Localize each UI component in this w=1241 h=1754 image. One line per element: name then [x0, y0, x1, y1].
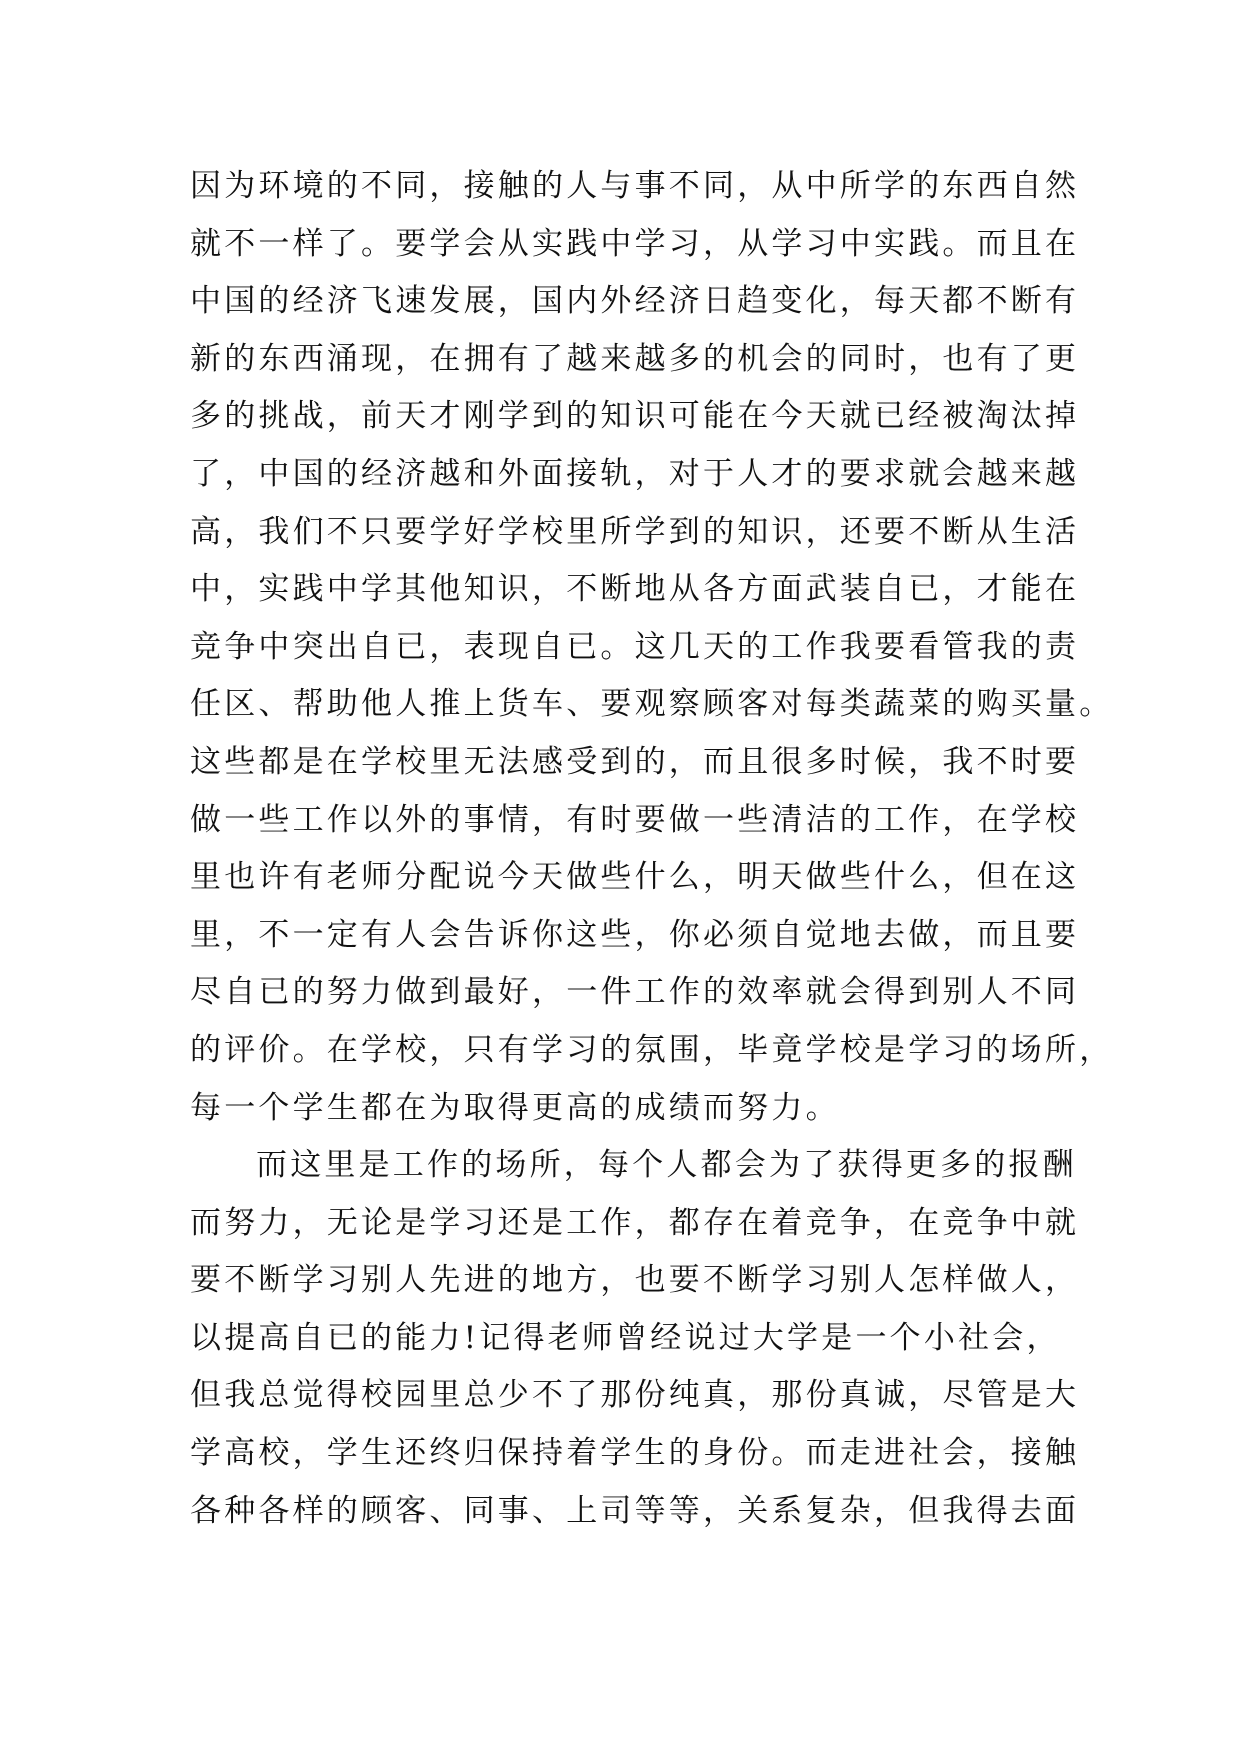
- text-line: 以提高自已的能力!记得老师曾经说过大学是一个小社会，: [190, 1319, 1061, 1356]
- text-line: 中国的经济飞速发展，国内外经济日趋变化，每天都不断有: [190, 283, 1080, 320]
- text-line: 各种各样的顾客、同事、上司等等，关系复杂，但我得去面: [190, 1492, 1080, 1529]
- text-line: 而努力，无论是学习还是工作，都存在着竞争，在竞争中就: [190, 1204, 1080, 1241]
- text-line: 尽自已的努力做到最好，一件工作的效率就会得到别人不同: [190, 974, 1080, 1011]
- text-line: 这些都是在学校里无法感受到的，而且很多时候，我不时要: [190, 743, 1080, 780]
- text-line: 高，我们不只要学好学校里所学到的知识，还要不断从生活: [190, 513, 1080, 550]
- text-line: 里，不一定有人会告诉你这些，你必须自觉地去做，而且要: [190, 916, 1080, 953]
- body-text: [190, 158, 1114, 1540]
- text-line: 就不一样了。要学会从实践中学习，从学习中实践。而且在: [190, 225, 1080, 262]
- text-line: 每一个学生都在为取得更高的成绩而努力。: [190, 1089, 840, 1126]
- paragraph-first-line: 而这里是工作的场所，每个人都会为了获得更多的报酬: [256, 1147, 1077, 1184]
- text-line: 任区、帮助他人推上货车、要观察顾客对每类蔬菜的购买量。: [190, 686, 1114, 723]
- text-line: 因为环境的不同，接触的人与事不同，从中所学的东西自然: [190, 168, 1080, 204]
- text-line: 竞争中突出自已，表现自已。这几天的工作我要看管我的责: [190, 628, 1080, 665]
- text-line: 里也许有老师分配说今天做些什么，明天做些什么，但在这: [190, 859, 1080, 896]
- text-line: 要不断学习别人先进的地方，也要不断学习别人怎样做人，: [190, 1262, 1080, 1299]
- text-line: 新的东西涌现，在拥有了越来越多的机会的同时，也有了更: [190, 340, 1080, 377]
- text-line: 但我总觉得校园里总少不了那份纯真，那份真诚，尽管是大: [190, 1377, 1080, 1414]
- text-line: 做一些工作以外的事情，有时要做一些清洁的工作，在学校: [190, 801, 1080, 838]
- text-line: 学高校，学生还终归保持着学生的身份。而走进社会，接触: [190, 1435, 1080, 1472]
- text-line: 的评价。在学校，只有学习的氛围，毕竟学校是学习的场所，: [190, 1031, 1114, 1068]
- text-line: 了，中国的经济越和外面接轨，对于人才的要求就会越来越: [190, 455, 1080, 492]
- text-line: 多的挑战，前天才刚学到的知识可能在今天就已经被淘汰掉: [190, 398, 1080, 435]
- text-line: 中，实践中学其他知识，不断地从各方面武装自已，才能在: [190, 571, 1080, 608]
